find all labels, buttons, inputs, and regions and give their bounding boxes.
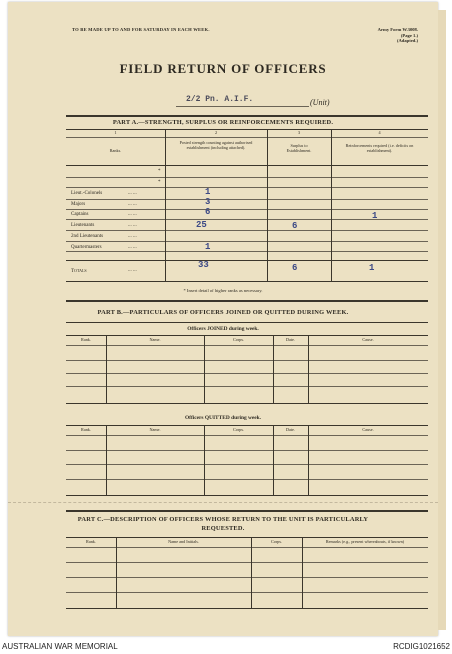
- rank-label: 2nd Lieutenants: [71, 234, 104, 239]
- col-date: Date.: [286, 337, 295, 342]
- table-col-line: [273, 425, 274, 495]
- col-corps: Corps.: [232, 427, 245, 432]
- posted-value: 1: [205, 187, 211, 197]
- col-cause: Cause.: [362, 427, 374, 432]
- totals-surplus: 6: [292, 263, 298, 273]
- col-name: Name.: [149, 427, 161, 432]
- document-title: FIELD RETURN OF OFFICERS: [119, 61, 327, 76]
- part-c-top-rule: [66, 510, 428, 512]
- table-col-line: [302, 537, 303, 608]
- table-col-line: [273, 335, 274, 403]
- table-line: [66, 335, 428, 336]
- posted-value: 6: [205, 207, 211, 217]
- col-name: Name.: [149, 337, 161, 342]
- table-line: [66, 435, 428, 436]
- table-col-line: [106, 425, 107, 495]
- table-col-line: [106, 335, 107, 403]
- rank-dots: ... ...: [128, 223, 137, 228]
- part-a-title: PART A.—STRENGTH, SURPLUS OR REINFORCEMENTS REQUIRED.: [112, 119, 334, 126]
- col-name-initials: Name and Initials.: [168, 539, 199, 544]
- col-header-posted: Posted strength counting against authorised establishment (including attached).: [179, 140, 253, 150]
- unit-value: 2/2 Pn. A.I.F.: [186, 95, 254, 104]
- table-line: [66, 425, 428, 426]
- rank-label: Lieutenants: [71, 223, 95, 228]
- table-line: [66, 281, 428, 282]
- table-col-line: [251, 537, 252, 608]
- table-line: [66, 537, 428, 538]
- instruction-text: TO BE MADE UP TO AND FOR SATURDAY IN EACH WEEK.: [72, 27, 210, 32]
- page-ref: (Page 1.): [400, 32, 418, 38]
- posted-value: 25: [196, 220, 207, 230]
- quitted-table: [66, 425, 428, 497]
- rank-dots: ... ...: [128, 234, 137, 239]
- army-form-number: Army Form W.3008.: [377, 27, 418, 32]
- col-number-4: 4: [378, 130, 381, 135]
- part-c-title-line-1: PART C.—DESCRIPTION OF OFFICERS WHOSE RETURN TO THE UNIT IS PARTICULARLY: [77, 516, 369, 523]
- joined-table: [66, 335, 428, 405]
- unit-underline: [176, 106, 309, 107]
- table-line: [66, 403, 428, 404]
- col-corps: Corps.: [232, 337, 245, 342]
- unit-label: (Unit): [310, 98, 330, 107]
- posted-value: 1: [205, 242, 211, 252]
- table-line: [66, 230, 428, 231]
- totals-dots: ... ...: [128, 268, 137, 273]
- table-col-line: [308, 425, 309, 495]
- table-line: [66, 260, 428, 261]
- table-line: [66, 137, 428, 138]
- table-line: [66, 129, 428, 130]
- col-rank: Rank.: [81, 427, 91, 432]
- col-date: Date.: [286, 427, 295, 432]
- col-header-reinforcements: Reinforcements required (i.e. deficits on establishment).: [345, 143, 414, 153]
- table-line: [66, 177, 428, 178]
- rank-dots: ... ...: [128, 212, 137, 217]
- col-header-surplus: Surplus to Establishment.: [286, 143, 312, 153]
- col-number-1: 1: [114, 130, 117, 135]
- table-line: [66, 241, 428, 242]
- part-b-top-rule: [66, 300, 428, 302]
- surplus-value: 6: [292, 221, 298, 231]
- table-col-line: [204, 425, 205, 495]
- quitted-title: Officers QUITTED during week.: [184, 415, 262, 421]
- joined-title: Officers JOINED during week.: [187, 326, 259, 332]
- army-form-ref: [328, 27, 418, 44]
- table-col-line: [116, 537, 117, 608]
- table-line: [66, 165, 428, 166]
- table-col-line: [267, 129, 268, 281]
- col-number-3: 3: [297, 130, 301, 135]
- record-id: RCDIG1021652: [393, 642, 450, 651]
- rank-dots: ... ...: [128, 202, 137, 207]
- part-b-rule: [66, 322, 428, 323]
- col-corps: Corps.: [270, 539, 283, 544]
- posted-value: 3: [205, 197, 211, 207]
- document-page: [8, 2, 438, 636]
- footer-bar: [0, 640, 452, 654]
- table-line: [66, 345, 428, 346]
- paper-edge: [438, 10, 446, 630]
- archive-name: AUSTRALIAN WAR MEMORIAL: [2, 642, 118, 651]
- rank-dots: ... ...: [128, 245, 137, 250]
- rank-label: Quartermasters: [71, 245, 102, 250]
- col-rank: Rank.: [81, 337, 91, 342]
- col-number-2: 2: [214, 130, 218, 135]
- table-col-line: [165, 129, 166, 281]
- fold-line: [8, 502, 438, 503]
- part-c-title-line-2: REQUESTED.: [201, 525, 245, 532]
- rank-label: Majors: [71, 202, 86, 207]
- rank-dots: ... ...: [128, 191, 137, 196]
- table-line: [66, 187, 428, 188]
- table-line: [66, 199, 428, 200]
- star-row-1: *: [158, 169, 161, 174]
- totals-posted: 33: [198, 260, 209, 270]
- table-line: [66, 251, 428, 252]
- reinforcement-value: 1: [372, 211, 378, 221]
- table-line: [66, 608, 428, 609]
- col-cause: Cause.: [362, 337, 374, 342]
- table-line: [66, 495, 428, 496]
- table-line: [66, 547, 428, 548]
- totals-label: Totals: [71, 269, 87, 274]
- col-rank: Rank.: [86, 539, 96, 544]
- totals-reinforcements: 1: [369, 263, 375, 273]
- part-a-top-rule: [66, 115, 428, 117]
- part-a-footnote: * Insert detail of higher ranks as necessary.: [183, 288, 263, 293]
- col-remarks: Remarks (e.g., present whereabouts, if known): [325, 539, 405, 544]
- star-row-2: *: [158, 180, 161, 185]
- rank-label: Lieut.-Colonels: [71, 191, 103, 196]
- col-header-ranks: Ranks.: [109, 148, 122, 153]
- table-col-line: [331, 129, 332, 281]
- part-c-table: [66, 537, 428, 610]
- adapted-note: (Adapted.): [396, 38, 418, 44]
- table-col-line: [204, 335, 205, 403]
- part-a-table: [66, 129, 428, 284]
- rank-label: Captains: [71, 212, 89, 217]
- table-line: [66, 209, 428, 210]
- table-col-line: [308, 335, 309, 403]
- part-b-title: PART B.—PARTICULARS OF OFFICERS JOINED OR QUITTED DURING WEEK.: [97, 309, 349, 316]
